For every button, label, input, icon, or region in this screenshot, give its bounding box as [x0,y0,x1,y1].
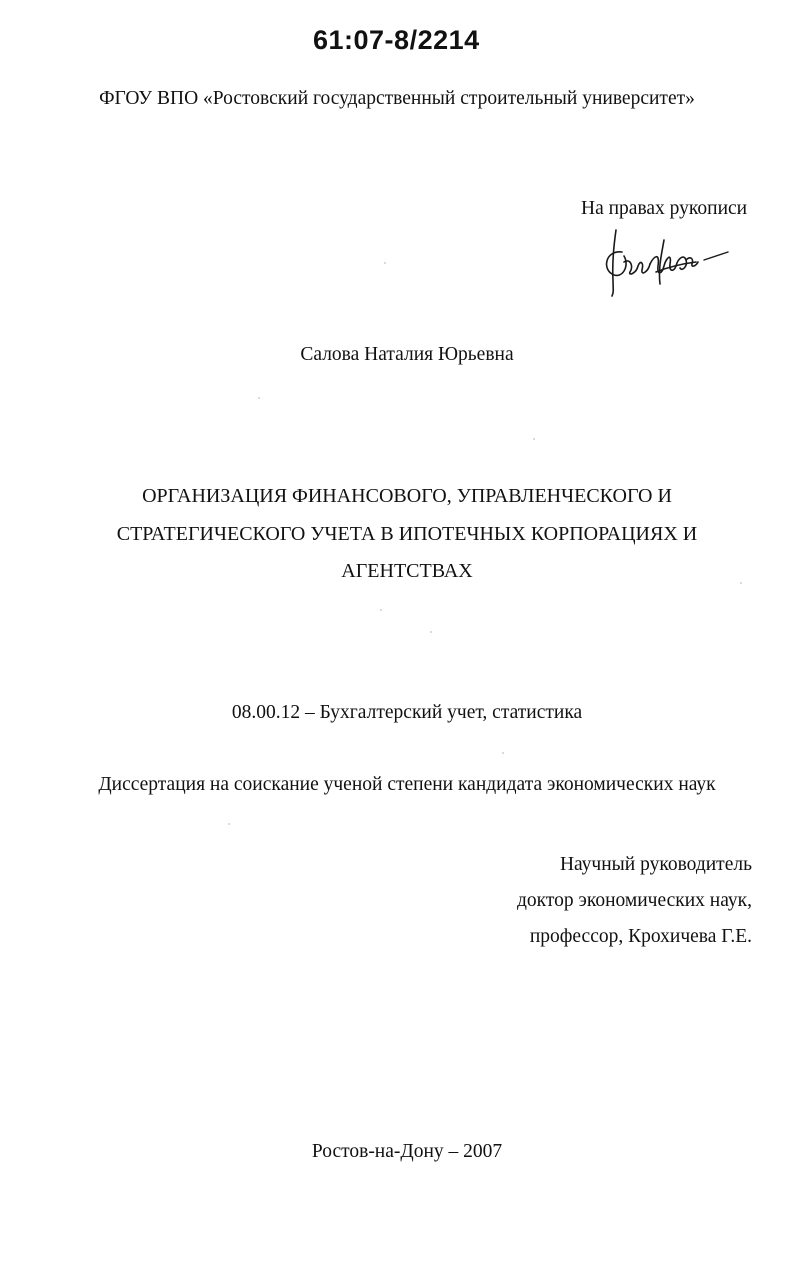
title-line: АГЕНТСТВАХ [341,560,473,582]
scan-speck [258,397,260,399]
author-name: Салова Наталия Юрьевна [300,344,514,365]
institution-name: ФГОУ ВПО «Ростовский государственный строительный университет» [99,88,695,109]
scan-speck [740,582,742,584]
handwritten-signature [600,222,730,302]
manuscript-note: На правах рукописи [581,198,748,219]
scan-speck [430,631,432,633]
catalog-number: 61:07-8/2214 [313,25,480,55]
dissertation-title [40,478,774,591]
scan-speck [533,438,535,440]
place-and-year: Ростов-на-Дону – 2007 [311,1141,503,1162]
title-line: ОРГАНИЗАЦИЯ ФИНАНСОВОГО, УПРАВЛЕНЧЕСКОГО И [142,485,672,507]
scan-speck [380,609,382,611]
supervisor-block [517,847,752,955]
title-line: СТРАТЕГИЧЕСКОГО УЧЕТА В ИПОТЕЧНЫХ КОРПОРАЦИЯХ И [116,522,698,545]
scan-speck [228,823,230,825]
supervisor-role: Научный руководитель [559,854,752,875]
specialty-code: 08.00.12 – Бухгалтерский учет, статистика [231,702,583,723]
scan-speck [502,752,504,754]
degree-statement: Диссертация на соискание ученой степени кандидата экономических наук [98,774,716,795]
supervisor-name: профессор, Крохичева Г.Е. [529,926,752,947]
scan-speck [384,262,386,264]
supervisor-degree: доктор экономических наук, [516,890,752,911]
